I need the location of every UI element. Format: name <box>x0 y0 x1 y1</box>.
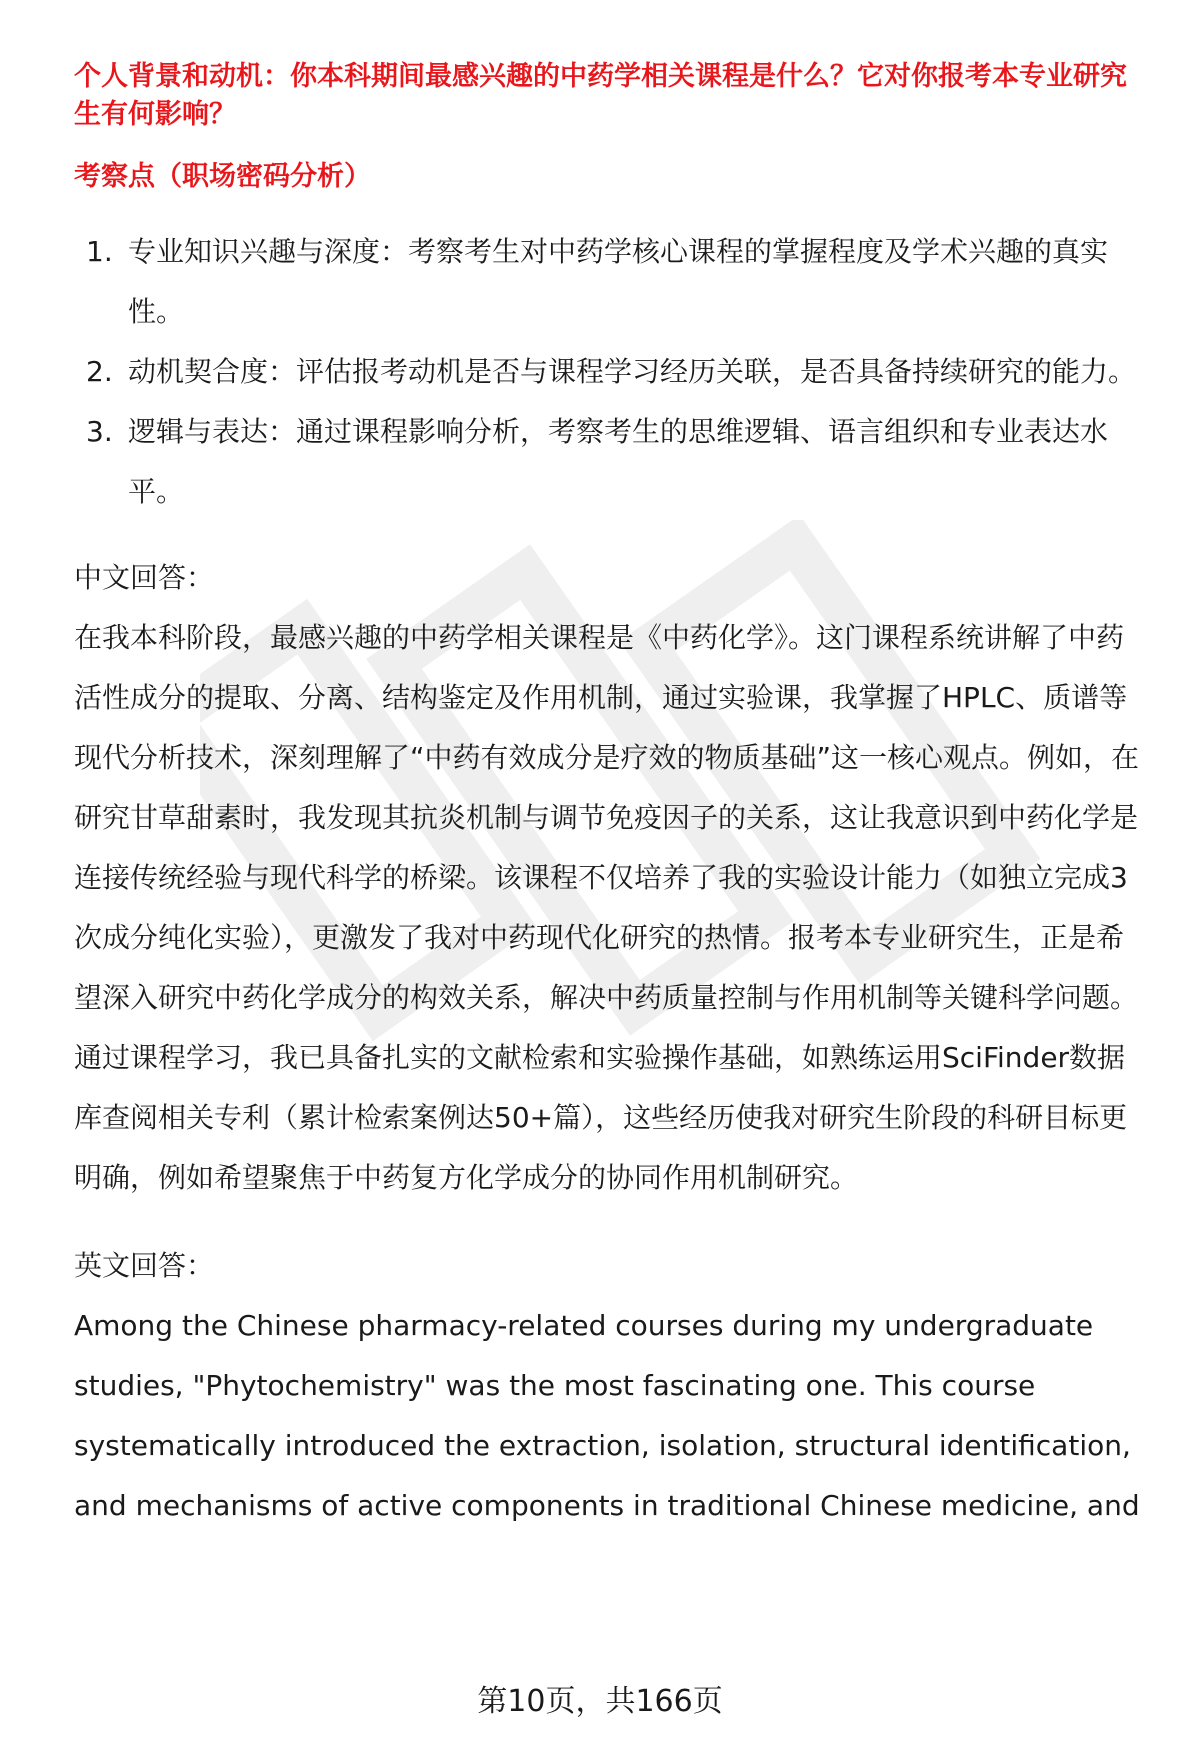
chinese-answer-text: 在我本科阶段，最感兴趣的中药学相关课程是《中药化学》。这门课程系统讲解了中药活性成分的提取、分离、结构鉴定及作用机制，通过实验课，我掌握了HPLC、质谱等现代分析技术，深刻理解了“中药有效成分是疗效的物质基础”这一核心观点。例如，在研究甘草甜素时，我发现其抗炎机制与调节免疫因子的关系，这让我意识到中药化学是连接传统经验与现代科学的桥梁。该课程不仅培养了我的实验设计能力（如独立完成3次成分纯化实验），更激发了我对中药现代化研究的热情。报考本专业研究生，正是希望深入研究中药化学成分的构效关系，解决中药质量控制与作用机制等关键科学问题。通过课程学习，我已具备扎实的文献检索和实验操作基础，如熟练运用SciFinder数据库查阅相关专利（累计检索案例达50+篇），这些经历使我对研究生阶段的科研目标更明确，例如希望聚焦于中药复方化学成分的协同作用机制研究。 <box>74 621 1140 1194</box>
assessment-heading: 考察点（职场密码分析） <box>74 161 371 192</box>
assessment-item-number: 3. <box>86 415 113 448</box>
assessment-item-text: 动机契合度：评估报考动机是否与课程学习经历关联，是否具备持续研究的能力。 <box>128 355 1137 388</box>
assessment-item-text: 逻辑与表达：通过课程影响分析，考察考生的思维逻辑、语言组织和专业表达水平。 <box>128 415 1109 508</box>
assessment-item <box>74 342 1144 402</box>
assessment-list <box>74 222 1144 522</box>
assessment-item <box>74 402 1144 522</box>
question-heading: 个人背景和动机：你本科期间最感兴趣的中药学相关课程是什么？它对你报考本专业研究生有何影响？ <box>74 61 1127 130</box>
english-answer-label: 英文回答： <box>74 1249 215 1282</box>
page-footer: 第10页，共166页 <box>477 1684 723 1719</box>
english-answer-text: Among the Chinese pharmacy-related courses during my undergraduate studies, "Phytochemistry" was the most fascinating one. This course systematically introduced the extraction, isolation, structural identification, and mechanisms of active components in traditional Chinese medicine, and <box>74 1309 1140 1522</box>
assessment-item-text: 专业知识兴趣与深度：考察考生对中药学核心课程的掌握程度及学术兴趣的真实性。 <box>128 235 1109 328</box>
chinese-answer-label: 中文回答： <box>74 561 215 594</box>
assessment-item-number: 1. <box>86 235 113 268</box>
document-page <box>74 58 1144 1536</box>
assessment-item <box>74 222 1144 342</box>
assessment-item-number: 2. <box>86 355 113 388</box>
